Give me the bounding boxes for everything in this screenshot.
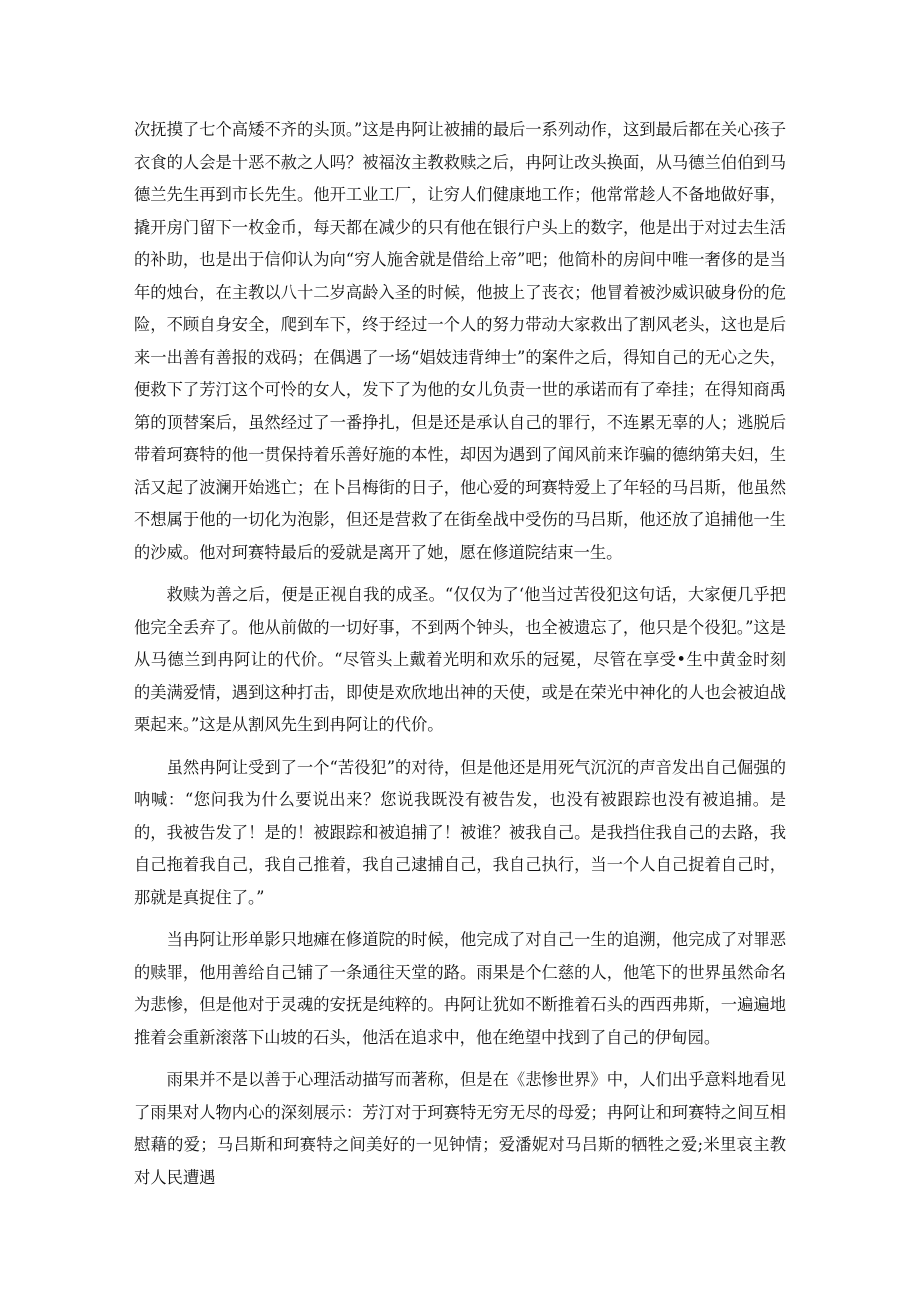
paragraph-4: 当冉阿让形单影只地瘫在修道院的时候，他完成了对自己一生的追溯，他完成了对罪恶的赎罪，他用善给自己铺了一条通往天堂的路。雨果是个仁慈的人，他笔下的世界虽然命名为悲惨，但是他对于灵魂的安抚是纯粹的。冉阿让犹如不断推着石头的西西弗斯，一遍遍地推着会重新滚落下山坡的石头，他活在追求中，他在绝望中找到了自己的伊甸园。 [134,930,786,1047]
paragraph-3: 虽然冉阿让受到了一个“苦役犯”的对待，但是他还是用死气沉沉的声音发出自己倔强的呐喊：“您问我为什么要说出来？您说我既没有被告发，也没有被跟踪也没有被追捕。是的，我被告发了！是的！被跟踪和被追捕了！被谁？被我自己。是我挡住我自己的去路，我自己拖着我自己，我自己推着，我自己逮捕自己，我自己执行，当一个人自己捉着自己时，那就是真捉住了。” [134,757,786,907]
paragraph-1: 次抚摸了七个高矮不齐的头顶。”这是冉阿让被捕的最后一系列动作，这到最后都在关心孩子衣食的人会是十恶不赦之人吗？被福汝主教救赎之后，冉阿让改头换面，从马德兰伯伯到马德兰先生再到市长先生。他开工业工厂，让穷人们健康地工作；他常常趁人不备地做好事，撬开房门留下一枚金币，每天都在减少的只有他在银行户头上的数字，他是出于对过去生活的补助，也是出于信仰认为向“穷人施舍就是借给上帝”吧；他简朴的房间中唯一奢侈的是当年的烛台，在主教以八十二岁高龄入圣的时候，他披上了丧衣；他冒着被沙威识破身份的危险，不顾自身安全，爬到车下，终于经过一个人的努力带动大家救出了割风老头，这也是后来一出善有善报的戏码；在偶遇了一场“娼妓违背绅士”的案件之后，得知自己的无心之失，便救下了芳汀这个可怜的女人，发下了为他的女儿负责一世的承诺而有了牵挂；在得知商禹第的顶替案后，虽然经过了一番挣扎，但是还是承认自己的罪行，不连累无辜的人；逃脱后带着珂赛特的他一贯保持着乐善好施的本性，却因为遇到了闻风前来诈骗的德纳第夫妇，生活又起了波澜开始逃亡；在卜吕梅街的日子，他心爱的珂赛特爱上了年轻的马吕斯，他虽然不想属于他的一切化为泡影，但还是营救了在街垒战中受伤的马吕斯，他还放了追捕他一生的沙威。他对珂赛特最后的爱就是离开了她，愿在修道院结束一生。 [134,120,786,562]
body-text [134,114,786,1204]
paragraph-2: 救赎为善之后，便是正视自我的成圣。“仅仅为了‘他当过苦役犯这句话，大家便几乎把他完全丢弃了。他从前做的一切好事，不到两个钟头，也全被遗忘了，他只是个役犯。”这是从马德兰到冉阿让的代价。“尽管头上戴着光明和欢乐的冠冕，尽管在享受•生中黄金时刻的美满爱情，遇到这种打击，即使是欢欣地出神的天使，或是在荣光中神化的人也会被迫战栗起来。”这是从割风先生到冉阿让的代价。 [134,585,786,734]
paragraph-5: 雨果并不是以善于心理活动描写而著称，但是在《悲惨世界》中，人们出乎意料地看见了雨果对人物内心的深刻展示：芳汀对于珂赛特无穷无尽的母爱；冉阿让和珂赛特之间互相慰藉的爱；马吕斯和珂赛特之间美好的一见钟情；爱潘妮对马吕斯的牺牲之爱;米里哀主教对人民遭遇 [134,1070,786,1187]
